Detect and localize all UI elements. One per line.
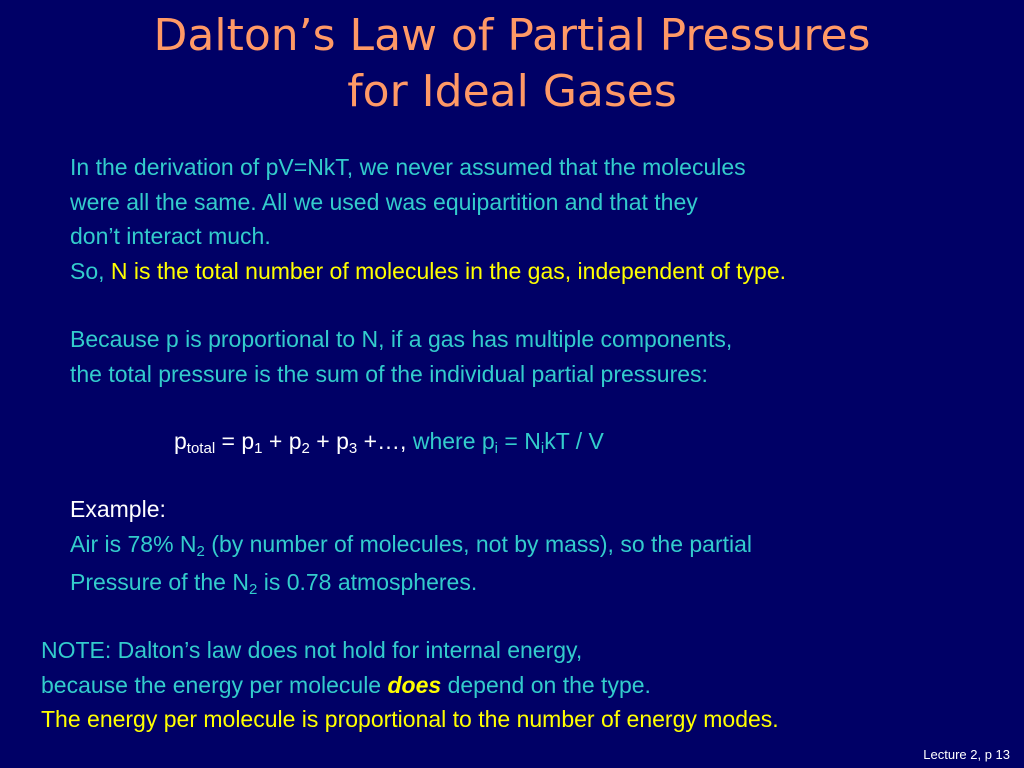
note-line-2 xyxy=(41,668,779,703)
example-line-1-a: Air is 78% N xyxy=(70,530,197,557)
equation-subscript-2: 2 xyxy=(301,440,310,457)
example-line-1 xyxy=(70,527,752,566)
partial-pressure-line-1: Because p is proportional to N, if a gas has multiple components, xyxy=(70,326,733,352)
partial-pressure-paragraph xyxy=(70,322,732,391)
example-line-2 xyxy=(70,565,752,604)
example-paragraph xyxy=(70,492,752,604)
note-line-2-b: depend on the type. xyxy=(441,671,651,698)
dalton-equation xyxy=(174,424,604,462)
title-line-1: Dalton’s Law of Partial Pressures xyxy=(153,10,871,61)
equation-subscript-3: 3 xyxy=(348,440,358,457)
title-line-2: for Ideal Gases xyxy=(347,66,677,117)
example-line-2-a: Pressure of the N xyxy=(70,569,249,595)
slide-title xyxy=(0,8,1024,120)
note-emphasis: does xyxy=(387,671,442,698)
note-line-2-a: because the energy per molecule xyxy=(41,671,388,698)
derivation-line-2: were all the same. All we used was equipartition and that they xyxy=(70,188,698,215)
note-paragraph xyxy=(41,633,779,737)
note-line-1: NOTE: Dalton’s law does not hold for internal energy, xyxy=(41,637,583,663)
slide-footer: Lecture 2, p 13 xyxy=(923,747,1010,762)
equation-term-2: + p xyxy=(262,428,302,454)
equation-subscript-i-2: i xyxy=(540,440,545,457)
example-line-2-subscript: 2 xyxy=(248,581,258,598)
derivation-line-4-prefix: So, xyxy=(70,257,111,284)
equation-subscript-i: i xyxy=(494,440,499,457)
derivation-highlight: N is the total number of molecules in the gas, independent of type. xyxy=(110,257,786,284)
equation-total-subscript: total xyxy=(186,440,216,457)
example-line-1-subscript: 2 xyxy=(196,542,205,560)
example-heading: Example: xyxy=(70,496,166,522)
note-line-3: The energy per molecule is proportional to the number of energy modes. xyxy=(41,706,779,732)
equation-rhs xyxy=(406,428,604,457)
derivation-line-4 xyxy=(70,254,786,289)
example-line-2-b: is 0.78 atmospheres. xyxy=(257,569,478,595)
derivation-line-3: don’t interact much. xyxy=(70,223,271,249)
equation-n: = N xyxy=(498,428,541,454)
equation-tail: +…, xyxy=(357,428,407,454)
derivation-line-1: In the derivation of pV=NkT, we never assumed that the molecules xyxy=(70,154,746,180)
partial-pressure-line-2: the total pressure is the sum of the individual partial pressures: xyxy=(70,360,708,387)
example-line-1-b: (by number of molecules, not by mass), so the partial xyxy=(204,530,753,557)
derivation-paragraph xyxy=(70,150,786,288)
equation-term-3: + p xyxy=(309,428,349,454)
equation-where: where p xyxy=(406,428,495,454)
equation-subscript-1: 1 xyxy=(254,440,263,457)
equation-ktv: kT / V xyxy=(544,428,604,454)
equation-term-1: = p xyxy=(215,428,255,454)
equation-p: p xyxy=(174,428,187,454)
equation-lhs xyxy=(174,428,407,457)
